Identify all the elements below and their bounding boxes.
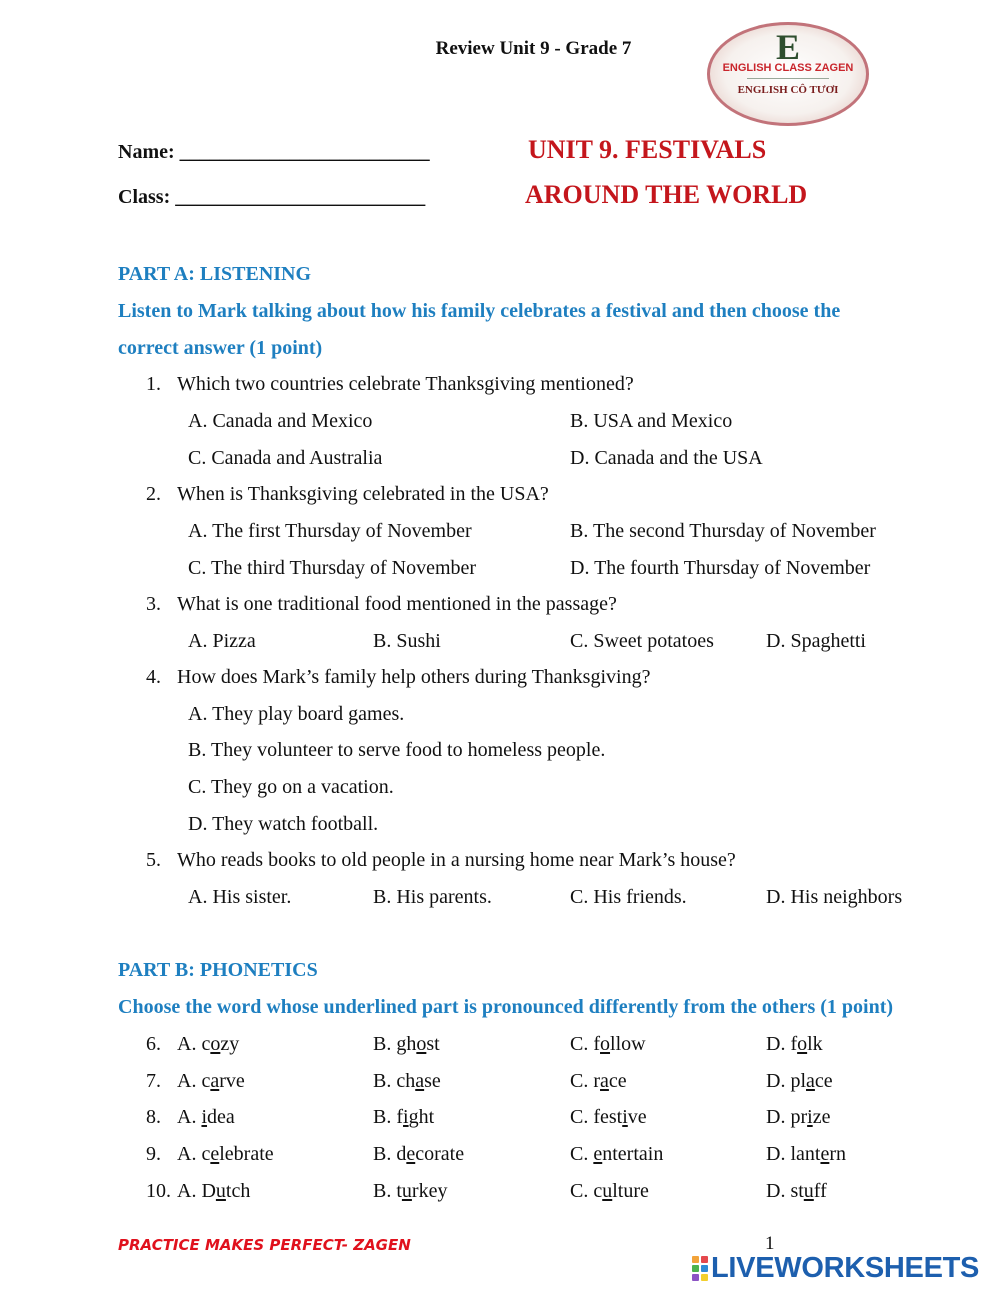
- logo-teacher-name: ENGLISH CÔ TƯƠI: [737, 84, 839, 96]
- phonetic-option[interactable]: A. Dutch: [177, 1180, 251, 1202]
- question-number: 4.: [146, 666, 161, 688]
- logo-school-name: ENGLISH CLASS ZAGEN: [722, 62, 854, 74]
- phonetic-option[interactable]: C. festive: [570, 1106, 647, 1128]
- unit-title-line2: AROUND THE WORLD: [525, 180, 808, 209]
- question-number: 9.: [146, 1143, 161, 1165]
- question-text: What is one traditional food mentioned in the passage?: [177, 593, 617, 615]
- document-title: Review Unit 9 - Grade 7: [435, 38, 632, 59]
- part-b-instruction: Choose the word whose underlined part is pronounced differently from the others (1 point): [118, 996, 894, 1018]
- phonetic-option[interactable]: D. prize: [766, 1106, 831, 1128]
- phonetic-option[interactable]: D. lantern: [766, 1143, 847, 1165]
- part-b-heading: PART B: PHONETICS: [118, 959, 318, 981]
- part-a-instruction-cont: correct answer (1 point): [118, 337, 323, 359]
- unit-title-line1: UNIT 9. FESTIVALS: [528, 135, 767, 164]
- answer-option[interactable]: A. Canada and Mexico: [188, 410, 373, 432]
- phonetic-option[interactable]: C. culture: [570, 1180, 649, 1202]
- phonetic-option[interactable]: A. celebrate: [177, 1143, 274, 1165]
- answer-option[interactable]: A. The first Thursday of November: [188, 520, 472, 542]
- phonetic-option[interactable]: A. cozy: [177, 1033, 240, 1055]
- part-a-heading: PART A: LISTENING: [118, 263, 312, 285]
- question-text: How does Mark’s family help others during Thanksgiving?: [177, 666, 651, 688]
- question-number: 2.: [146, 483, 161, 505]
- phonetic-option[interactable]: A. carve: [177, 1070, 245, 1092]
- question-number: 10.: [146, 1180, 171, 1202]
- phonetic-option[interactable]: A. idea: [177, 1106, 235, 1128]
- phonetic-option[interactable]: D. folk: [766, 1033, 823, 1055]
- liveworksheets-logo[interactable]: [692, 1252, 979, 1284]
- page-number: 1: [765, 1233, 775, 1254]
- liveworksheets-brand: LIVEWORKSHEETS: [711, 1251, 980, 1284]
- phonetic-option[interactable]: B. turkey: [373, 1180, 448, 1202]
- answer-option[interactable]: D. Canada and the USA: [570, 447, 763, 469]
- answer-option[interactable]: D. Spaghetti: [766, 630, 866, 652]
- phonetic-option[interactable]: C. follow: [570, 1033, 646, 1055]
- part-a-instruction: Listen to Mark talking about how his family celebrates a festival and then choose the: [118, 300, 841, 322]
- answer-option[interactable]: C. The third Thursday of November: [188, 557, 477, 579]
- name-field[interactable]: Name: _________________________: [118, 141, 430, 163]
- answer-option[interactable]: D. The fourth Thursday of November: [570, 557, 871, 579]
- footer-motto: PRACTICE MAKES PERFECT- ZAGEN: [118, 1236, 411, 1254]
- answer-option[interactable]: D. His neighbors: [766, 886, 903, 908]
- answer-option[interactable]: D. They watch football.: [188, 813, 379, 835]
- question-number: 8.: [146, 1106, 161, 1128]
- phonetic-option[interactable]: D. stuff: [766, 1180, 827, 1202]
- question-number: 3.: [146, 593, 161, 615]
- question-number: 7.: [146, 1070, 161, 1092]
- answer-option[interactable]: A. They play board games.: [188, 703, 405, 725]
- answer-option[interactable]: B. They volunteer to serve food to homeless people.: [188, 739, 606, 761]
- phonetic-option[interactable]: C. race: [570, 1070, 627, 1092]
- question-number: 6.: [146, 1033, 161, 1055]
- answer-option[interactable]: B. His parents.: [373, 886, 492, 908]
- answer-option[interactable]: A. Pizza: [188, 630, 256, 652]
- school-logo: [707, 22, 869, 126]
- answer-option[interactable]: C. Canada and Australia: [188, 447, 383, 469]
- phonetic-option[interactable]: B. fight: [373, 1106, 435, 1128]
- phonetic-option[interactable]: B. chase: [373, 1070, 441, 1092]
- class-field[interactable]: Class: _________________________: [118, 186, 426, 208]
- liveworksheets-blocks-icon: [692, 1256, 708, 1281]
- answer-option[interactable]: B. Sushi: [373, 630, 441, 652]
- logo-divider: [747, 78, 829, 79]
- phonetic-option[interactable]: C. entertain: [570, 1143, 664, 1165]
- question-number: 5.: [146, 849, 161, 871]
- phonetic-option[interactable]: B. ghost: [373, 1033, 440, 1055]
- answer-option[interactable]: C. They go on a vacation.: [188, 776, 394, 798]
- answer-option[interactable]: C. His friends.: [570, 886, 687, 908]
- logo-letter: E: [775, 27, 800, 67]
- answer-option[interactable]: B. USA and Mexico: [570, 410, 733, 432]
- answer-option[interactable]: A. His sister.: [188, 886, 292, 908]
- phonetic-option[interactable]: D. place: [766, 1070, 833, 1092]
- question-text: Which two countries celebrate Thanksgiving mentioned?: [177, 373, 634, 395]
- question-number: 1.: [146, 373, 161, 395]
- phonetic-option[interactable]: B. decorate: [373, 1143, 465, 1165]
- answer-option[interactable]: C. Sweet potatoes: [570, 630, 714, 652]
- question-text: When is Thanksgiving celebrated in the USA?: [177, 483, 549, 505]
- question-text: Who reads books to old people in a nursing home near Mark’s house?: [177, 849, 736, 871]
- answer-option[interactable]: B. The second Thursday of November: [570, 520, 876, 542]
